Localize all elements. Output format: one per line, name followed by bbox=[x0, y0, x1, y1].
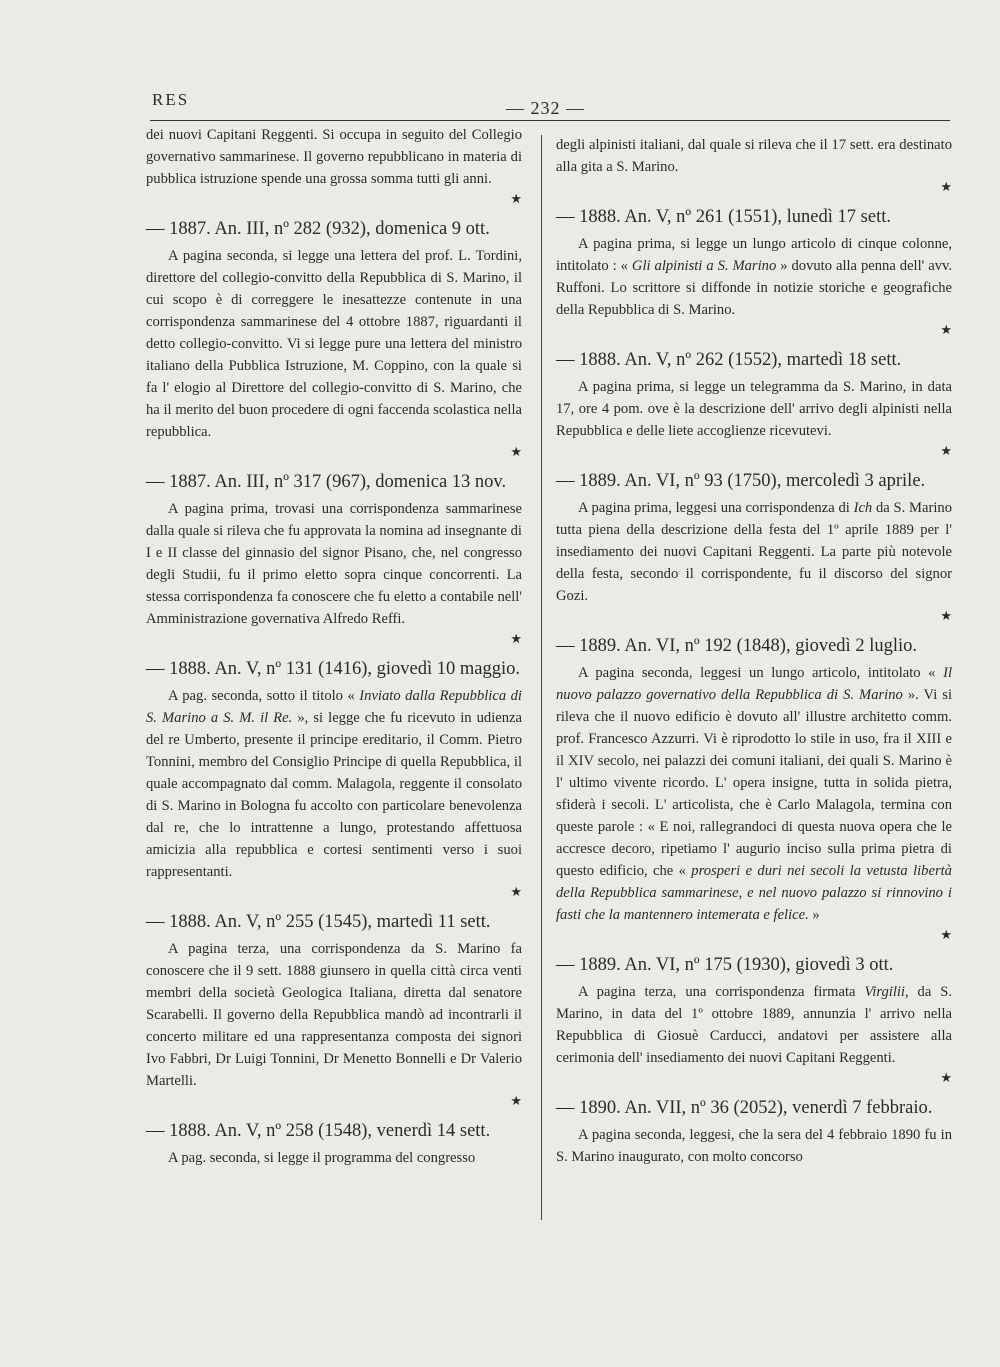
text-run: , da S. Marino, in data del 1º ottobre 1889, annunzia l' arrivo nella Repubblica di Giosuè Carducci, andatovi per assistere alla cerimonia dell' insediamento dei nuovi Capitani Reggenti. bbox=[556, 984, 953, 1066]
italic-title: Il nuovo palazzo governativo della Repubblica di S. Marino bbox=[556, 665, 952, 703]
text-run: », si legge che fu ricevuto in udienza del re Umberto, presente il principe ereditario, il Comm. Pietro Tonnini, membro del Consiglio Principe di quella Repubblica, il quale accompagnato dal comm. Malagola, reggente il consolato di S. Marino in Bologna fu accolto con particolare benevolenza dal re, che lo intrattenne a lungo, protestando affettuosa amicizia alla repubblica e cortesi sentimenti verso i suoi rappresentanti. bbox=[146, 710, 522, 880]
text-run: A pagina prima, si legge un lungo articolo di cinque colonne, intitolato : « bbox=[556, 236, 952, 274]
text-run: ». Vi si rileva che il nuovo edificio è dovuto all' illustre architetto comm. prof. Francesco Azzurri. Vi è riprodotto lo stile in uso, fra il XIII e il XIV secolo, nei palazzi dei comuni italiani, dei quali S. Marino è l' ultimo vivente ricordo. L' opera insigne, tutta in solida pietra, sfiderà i secoli. L' articolista, che è Carlo Malagola, termina con queste parole : « E noi, rallegrandoci di questa nuova opera che le accresce decoro, ripetiamo l' augurio inciso sulla prima pietra di questo edificio, che « bbox=[556, 687, 952, 879]
italic-quote: e nel nuovo palazzo si rinnovino i fasti che la mantennero intemerata e felice. bbox=[556, 885, 952, 923]
column-divider bbox=[541, 135, 542, 1220]
header-rule bbox=[150, 120, 950, 121]
text-run: » dovuto alla penna dell' avv. Ruffoni. Lo scrittore si diffonde in notizie storiche e geografiche della Repubblica di S. Marino. bbox=[556, 258, 953, 318]
italic-quote: prosperi e duri nei secoli la vetusta libertà della Repubblica sammarinese bbox=[556, 863, 952, 901]
italic-title: Gli alpinisti a S. Marino bbox=[631, 258, 777, 274]
entry-1888-261 bbox=[556, 204, 952, 339]
star-icon: ★ bbox=[940, 443, 952, 458]
entry-text: A pagina terza, una corrispondenza da S. Marino fa conoscere che il 9 sett. 1888 giunsero in quella città circa venti membri della società Geologica Italiana, diretta dal senatore Scarabelli. Il governo della Repubblica mandò ad incontrarli il concerto militare ed una rappresentanza composta dei signori Ivo Fabbri, Dr Luigi Tonnini, Dr Menetto Bonnelli e Dr Valerio Martelli. bbox=[146, 941, 522, 1089]
star-icon: ★ bbox=[510, 1093, 522, 1108]
star-icon: ★ bbox=[510, 444, 522, 459]
entry-heading: — 1889. An. VI, nº 93 (1750), mercoledì 3 aprile. bbox=[556, 471, 926, 491]
entry-text: A pagina prima, si legge un telegramma da S. Marino, in data 17, ore 4 pom. ove è la descrizione dell' arrivo degli alpinisti nella Repubblica e delle liete accoglienze ricevutevi. bbox=[556, 379, 952, 439]
star-icon: ★ bbox=[510, 631, 522, 646]
entry-heading: — 1889. An. VI, nº 192 (1848), giovedì 2 luglio. bbox=[556, 636, 917, 656]
entry-1890-36 bbox=[556, 1095, 952, 1168]
right-column bbox=[556, 134, 952, 1168]
entry-heading: — 1887. An. III, nº 317 (967), domenica 13 nov. bbox=[146, 472, 507, 492]
entry-1887-282 bbox=[146, 216, 522, 461]
entry-heading: — 1889. An. VI, nº 175 (1930), giovedì 3 ott. bbox=[556, 955, 894, 975]
entry-1888-255 bbox=[146, 909, 522, 1110]
text-run: » bbox=[808, 907, 820, 923]
italic-signature: Ich bbox=[853, 500, 873, 516]
text-run: da S. Marino tutta piena della descrizione della festa del 1º aprile 1889 per l' insediamento dei nuovi Capitani Reggenti. La parte più notevole della festa, secondo il corrispondente, fu il discorso del signor Gozi. bbox=[556, 500, 953, 604]
star-icon: ★ bbox=[940, 927, 952, 942]
entry-heading: — 1888. An. V, nº 261 (1551), lunedì 17 sett. bbox=[556, 207, 891, 227]
entry-text bbox=[556, 662, 952, 926]
star-icon: ★ bbox=[510, 884, 522, 899]
text-run: A pagina prima, leggesi una corrispondenza di bbox=[578, 500, 854, 516]
entry-1889-175 bbox=[556, 952, 952, 1087]
page-number: — 232 — bbox=[506, 98, 585, 118]
entry-1888-262 bbox=[556, 347, 952, 460]
entry-heading: — 1887. An. III, nº 282 (932), domenica 9 ott. bbox=[146, 219, 490, 239]
entry-heading: — 1888. An. V, nº 258 (1548), venerdì 14 sett. bbox=[146, 1121, 491, 1141]
text-run: , bbox=[738, 885, 748, 901]
entry-continuation bbox=[146, 124, 522, 208]
running-head: RES bbox=[152, 90, 190, 109]
entry-1889-93 bbox=[556, 468, 952, 625]
star-icon: ★ bbox=[940, 179, 952, 194]
entry-text bbox=[556, 981, 952, 1069]
star-icon: ★ bbox=[510, 191, 522, 206]
entry-heading: — 1888. An. V, nº 255 (1545), martedì 11 sett. bbox=[146, 912, 491, 932]
entry-1887-317 bbox=[146, 469, 522, 648]
entry-text: A pag. seconda, si legge il programma del congresso bbox=[168, 1150, 476, 1166]
entry-text: dei nuovi Capitani Reggenti. Si occupa in seguito del Collegio governativo sammarinese. Il governo repubblicano in materia di pubblica istruzione spende una grossa somma tutti gli anni. bbox=[146, 127, 522, 187]
left-column bbox=[146, 124, 522, 1169]
text-run: A pagina seconda, leggesi un lungo articolo, intitolato « bbox=[578, 665, 944, 681]
entry-text bbox=[556, 497, 952, 607]
entry-1888-131 bbox=[146, 656, 522, 901]
entry-text: degli alpinisti italiani, dal quale si rileva che il 17 sett. era destinato alla gita a S. Marino. bbox=[556, 137, 952, 175]
text-run: A pagina terza, una corrispondenza firmata bbox=[578, 984, 865, 1000]
entry-1888-258 bbox=[146, 1118, 522, 1169]
entry-text: A pagina seconda, si legge una lettera del prof. L. Tordini, direttore del collegio-convitto della Repubblica di S. Marino, il cui scopo è di correggere le inesattezze contenute in una corrispondenza sammarinese del 4 ottobre 1887, riguardanti il detto collegio-convitto. Vi si legge pure una lettera del ministro italiano della Pubblica Istruzione, M. Coppino, con la quale si fa l' elogio al Direttore del collegio-convitto di S. Marino, che ha il merito del buon procedere di ogni faccenda scolastica nella repubblica. bbox=[146, 248, 522, 440]
star-icon: ★ bbox=[940, 1070, 952, 1085]
entry-text bbox=[556, 233, 952, 321]
italic-title: Inviato dalla Repubblica di S. Marino a S. M. il Re. bbox=[146, 688, 522, 726]
text-run: A pag. seconda, sotto il titolo « bbox=[168, 688, 360, 704]
entry-heading: — 1888. An. V, nº 262 (1552), martedì 18 sett. bbox=[556, 350, 902, 370]
entry-heading: — 1890. An. VII, nº 36 (2052), venerdì 7 febbraio. bbox=[556, 1098, 933, 1118]
entry-1889-192 bbox=[556, 633, 952, 944]
star-icon: ★ bbox=[940, 322, 952, 337]
entry-text: A pagina prima, trovasi una corrispondenza sammarinese dalla quale si rileva che fu approvata la nomina ad insegnante di I e II classe del ginnasio del signor Pisano, che, nel congresso degli Studii, fu il primo eletto sopra cinque concorrenti. La stessa corrispondenza fa conoscere che fu eletto a contabile nell' Amministrazione governativa Alfredo Reffi. bbox=[146, 501, 522, 627]
star-icon: ★ bbox=[940, 608, 952, 623]
entry-heading: — 1888. An. V, nº 131 (1416), giovedì 10 maggio. bbox=[146, 659, 521, 679]
italic-signature: Virgilii bbox=[864, 984, 905, 1000]
entry-text: A pagina seconda, leggesi, che la sera del 4 febbraio 1890 fu in S. Marino inaugurato, con molto concorso bbox=[556, 1127, 952, 1165]
entry-text bbox=[146, 685, 522, 883]
entry-continuation bbox=[556, 134, 952, 196]
